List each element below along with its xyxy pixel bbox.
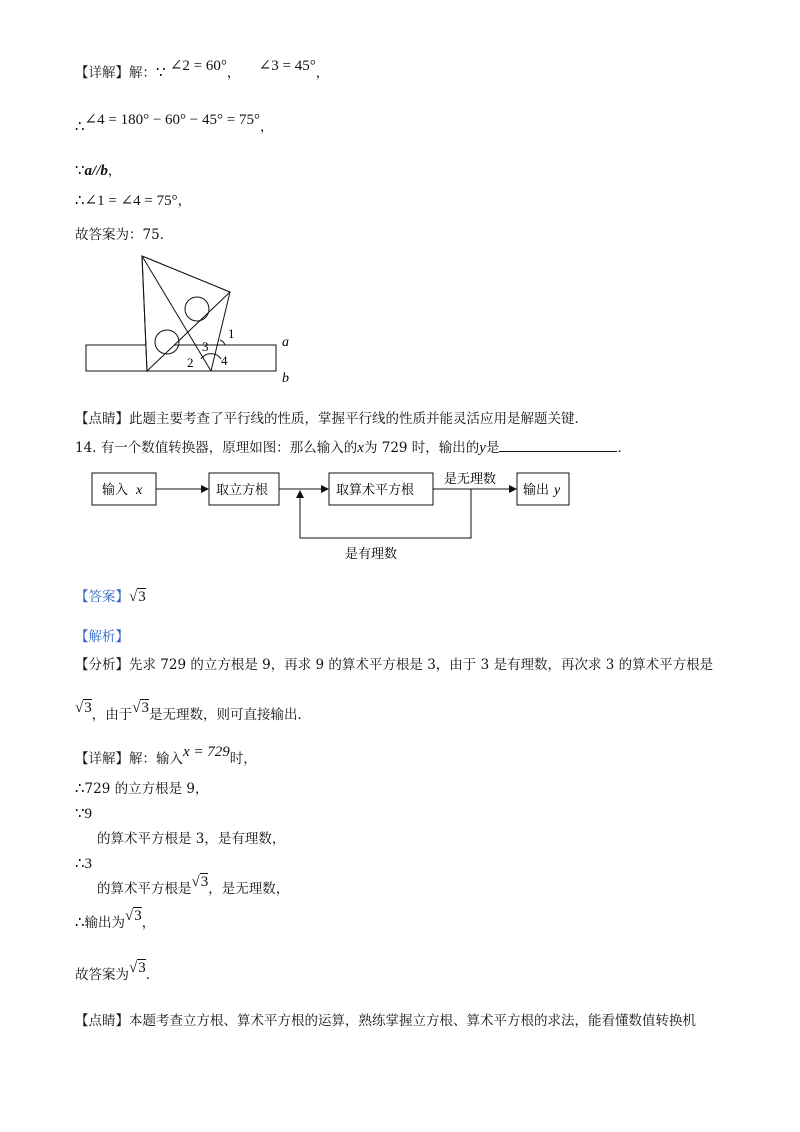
- question-14: 14. 有一个数值转换器，原理如图：那么输入的x为 729 时，输出的y是 ．: [75, 440, 631, 456]
- angle-label-3: 3: [202, 339, 209, 354]
- analysis-label-line: [75, 628, 129, 646]
- output-label: 输出: [523, 483, 550, 498]
- detail-label: 【详解】: [75, 65, 129, 81]
- comment-label: 【点睛】: [75, 411, 129, 427]
- input-label: 输入: [102, 483, 129, 498]
- line-label-b: b: [282, 371, 289, 386]
- analysis-label: 【解析】: [75, 629, 129, 645]
- detail2-line-6: 故答案为√3．: [75, 960, 160, 983]
- detail2-line-5: ∴输出为√3，: [75, 908, 156, 931]
- angle-label-1: 1: [228, 326, 235, 341]
- cube-root-label: 取立方根: [216, 483, 269, 498]
- answer-blank: [499, 438, 617, 452]
- detail-line-4: ∴∠1 = ∠4 = 75°，: [75, 193, 192, 209]
- line-label-a: a: [282, 335, 289, 350]
- angle-label-2: 2: [187, 355, 194, 370]
- detail2-line-4: ∴3 的算术平方根是√3，是无理数，: [75, 856, 290, 897]
- detail-line-2: ∴∠4 = 180° − 60° − 45° = 75°，: [75, 112, 274, 135]
- detail-line-1: 【详解】解：∵ ∠2 = 60°， ∠3 = 45°，: [75, 58, 330, 81]
- sqrt-label: 取算术平方根: [336, 483, 415, 498]
- analysis-line-2: √3，由于√3是无理数，则可直接输出．: [75, 700, 311, 723]
- detail2-line-1: 【详解】解：输入x = 729时，: [75, 744, 257, 767]
- ruler-strip: [86, 345, 276, 371]
- svg-text:y: y: [554, 483, 561, 498]
- detail-line-3: ∵a//b，: [75, 163, 122, 179]
- answer-label: 【答案】: [75, 589, 129, 605]
- answer-line-1: 故答案为：75．: [75, 227, 174, 243]
- fenxi-label: 【分析】: [75, 657, 129, 673]
- flow-chart: [80, 466, 580, 566]
- angle-label-4: 4: [221, 353, 228, 368]
- rational-label: 是有理数: [345, 547, 398, 562]
- answer-line: 【答案】√3: [75, 589, 146, 605]
- detail2-line-2: ∴729 的立方根是 9，: [75, 781, 209, 797]
- irrational-label: 是无理数: [444, 472, 497, 487]
- detail2-line-3: ∵9 的算术平方根是 3，是有理数，: [75, 806, 286, 847]
- analysis-line-1: 【分析】先求 729 的立方根是 9，再求 9 的算术平方根是 3，由于 3 是有理数，再次求 3 的算术平方根是: [75, 657, 714, 673]
- comment-line-1: 【点睛】此题主要考查了平行线的性质，掌握平行线的性质并能灵活应用是解题关键．: [75, 411, 588, 427]
- svg-text:x: x: [136, 483, 143, 498]
- comment-line-2: 【点睛】本题考查立方根、算术平方根的运算，熟练掌握立方根、算术平方根的求法，能看懂数值转换机: [75, 1013, 696, 1029]
- triangle-ruler-figure: [80, 252, 310, 387]
